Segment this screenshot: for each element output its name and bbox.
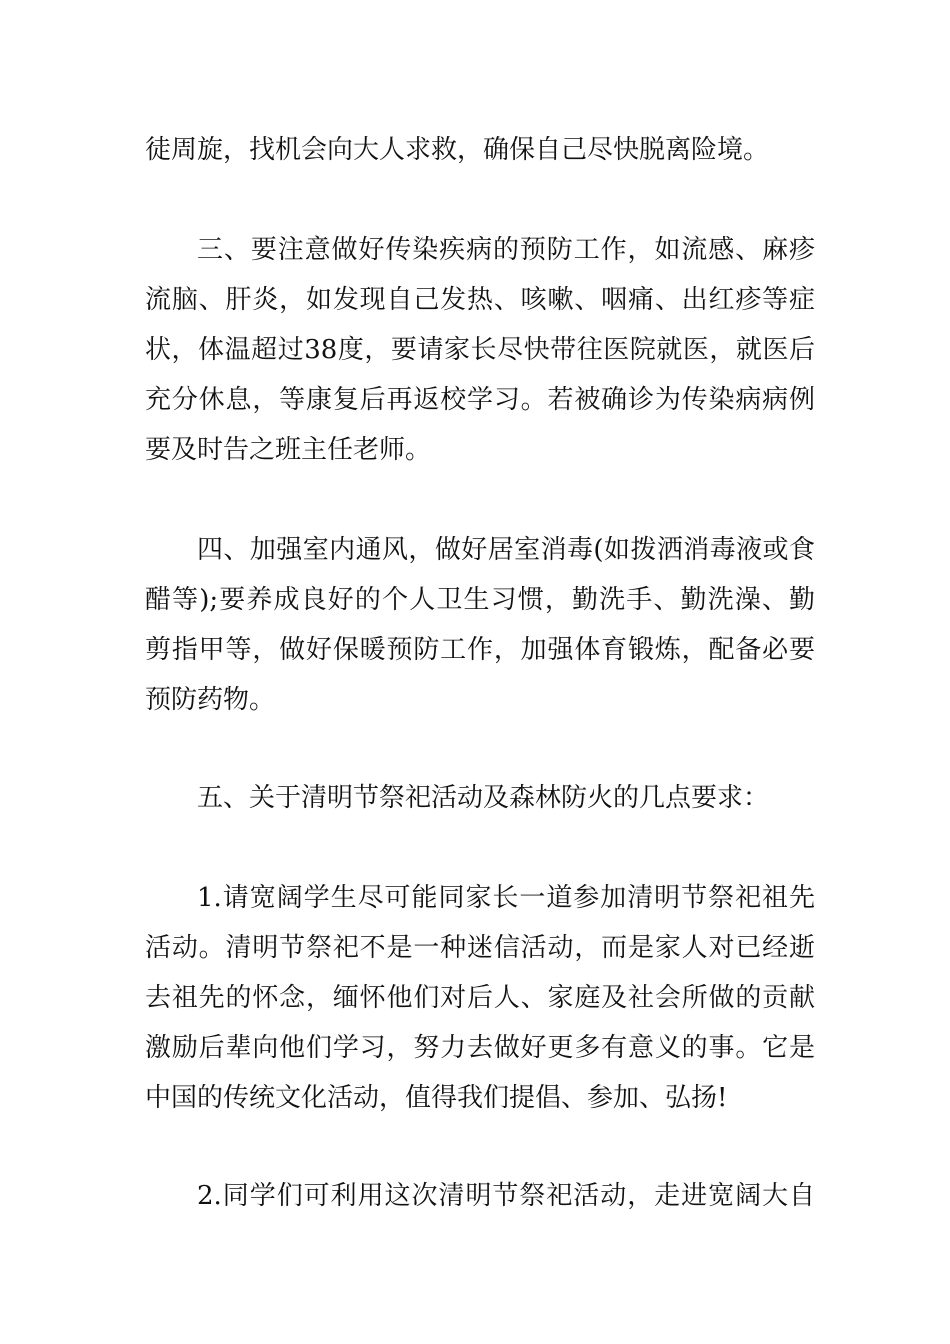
text-line: 徒周旋，找机会向大人求救，确保自己尽快脱离险境。 <box>145 135 770 165</box>
paragraph-4-line: 四、加强室内通风，做好居室消毒(如拨洒消毒液或食 <box>197 535 815 565</box>
paragraph-4-line: 醋等);要养成良好的个人卫生习惯，勤洗手、勤洗澡、勤 <box>145 585 815 615</box>
item-1-line: 活动。清明节祭祀不是一种迷信活动，而是家人对已经逝 <box>145 933 815 963</box>
paragraph-3-line: 三、要注意做好传染疾病的预防工作，如流感、麻疹 <box>197 235 815 265</box>
paragraph-4-line: 剪指甲等，做好保暖预防工作，加强体育锻炼，配备必要 <box>145 635 815 665</box>
item-1-line: 激励后辈向他们学习，努力去做好更多有意义的事。它是 <box>145 1033 815 1063</box>
item-1-line: 1.请宽阔学生尽可能同家长一道参加清明节祭祀祖先 <box>197 883 815 913</box>
paragraph-4-line: 预防药物。 <box>145 685 276 715</box>
item-1-line: 中国的传统文化活动，值得我们提倡、参加、弘扬! <box>145 1083 728 1113</box>
paragraph-3-line: 要及时告之班主任老师。 <box>145 435 432 465</box>
paragraph-3-line: 流脑、肝炎，如发现自己发热、咳嗽、咽痛、出红疹等症 <box>145 285 815 315</box>
item-2-line: 2.同学们可利用这次清明节祭祀活动，走进宽阔大自 <box>197 1181 815 1211</box>
paragraph-3-line: 充分休息，等康复后再返校学习。若被确诊为传染病病例 <box>145 385 815 415</box>
paragraph-5-heading: 五、关于清明节祭祀活动及森林防火的几点要求： <box>197 783 770 813</box>
item-1-line: 去祖先的怀念，缅怀他们对后人、家庭及社会所做的贡献 <box>145 983 815 1013</box>
paragraph-3-line: 状，体温超过38度，要请家长尽快带往医院就医，就医后 <box>145 335 815 365</box>
